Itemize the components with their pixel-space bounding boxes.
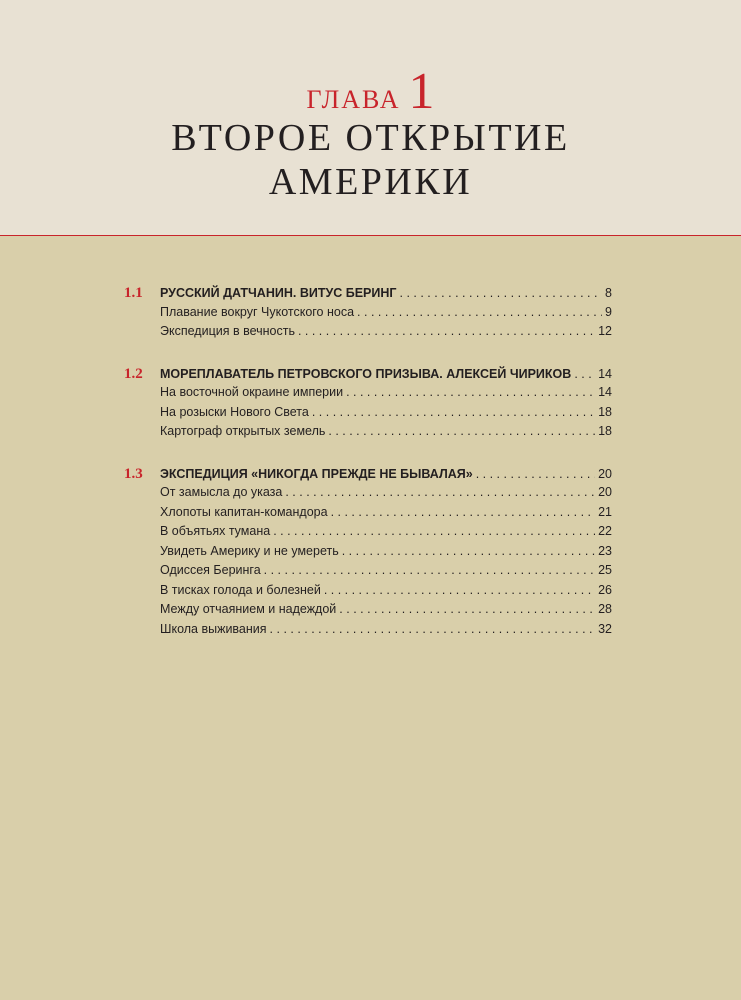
toc-entry[interactable] <box>124 622 612 642</box>
page-number: 12 <box>598 324 612 338</box>
toc-section-heading[interactable] <box>124 285 612 305</box>
dot-leader <box>339 602 595 616</box>
page-number: 9 <box>605 304 612 319</box>
dot-leader <box>331 505 596 519</box>
dot-leader <box>324 583 595 597</box>
chapter-title-line2: АМЕРИКИ <box>268 161 473 203</box>
dot-leader <box>574 367 595 381</box>
dot-leader <box>273 524 595 538</box>
chapter-title <box>0 116 741 204</box>
toc-entry[interactable] <box>124 485 612 505</box>
page-number: 22 <box>598 524 612 538</box>
section-number: 1.2 <box>124 365 143 382</box>
entry-title: Экспедиция в вечность <box>160 324 295 338</box>
toc-entry[interactable] <box>124 405 612 425</box>
page-number: 21 <box>598 504 612 519</box>
toc-entry[interactable] <box>124 324 612 344</box>
entry-title: Школа выживания <box>160 621 267 636</box>
page-number: 25 <box>598 563 612 577</box>
page-number: 18 <box>598 404 612 419</box>
dot-leader <box>357 305 602 319</box>
page-number: 28 <box>598 602 612 616</box>
page-number: 14 <box>598 385 612 399</box>
entry-title: В объятьях тумана <box>160 524 271 538</box>
toc-entry[interactable] <box>124 544 612 564</box>
entry-title: Хлопоты капитан-командора <box>160 504 328 519</box>
dot-leader <box>285 485 595 499</box>
page-number: 18 <box>598 424 612 438</box>
table-of-contents <box>124 285 612 663</box>
dot-leader <box>476 467 595 481</box>
toc-entry[interactable] <box>124 424 612 444</box>
dot-leader <box>346 385 595 399</box>
toc-entry[interactable] <box>124 563 612 583</box>
page-number: 23 <box>598 543 612 558</box>
entry-title: От замысла до указа <box>160 485 283 499</box>
toc-entry[interactable] <box>124 505 612 525</box>
dot-leader <box>400 286 603 300</box>
dot-leader <box>312 405 595 419</box>
entry-title: Плавание вокруг Чукотского носа <box>160 304 355 319</box>
section-number: 1.3 <box>124 465 143 482</box>
dot-leader <box>328 424 595 438</box>
toc-section <box>124 285 612 344</box>
dot-leader <box>298 324 595 338</box>
toc-entry[interactable] <box>124 305 612 325</box>
toc-entry[interactable] <box>124 385 612 405</box>
dot-leader <box>264 563 595 577</box>
section-title: ЭКСПЕДИЦИЯ «НИКОГДА ПРЕЖДЕ НЕ БЫВАЛАЯ» <box>160 466 473 481</box>
entry-title: Увидеть Америку и не умереть <box>160 543 339 558</box>
chapter-word: ГЛАВА <box>306 85 401 114</box>
page-number: 26 <box>598 582 612 597</box>
toc-section <box>124 466 612 642</box>
entry-title: На восточной окраине империи <box>160 385 344 399</box>
entry-title: На розыски Нового Света <box>160 404 309 419</box>
dot-leader <box>270 622 596 636</box>
toc-entry[interactable] <box>124 602 612 622</box>
entry-title: Одиссея Беринга <box>160 563 261 577</box>
chapter-number: 1 <box>408 63 435 120</box>
page-number: 14 <box>598 366 612 381</box>
toc-section-heading[interactable] <box>124 366 612 386</box>
dot-leader <box>342 544 595 558</box>
page-number: 20 <box>598 485 612 499</box>
section-number: 1.1 <box>124 285 143 301</box>
page-number: 20 <box>598 466 612 481</box>
page-number: 8 <box>605 286 612 300</box>
toc-entry[interactable] <box>124 583 612 603</box>
section-title: МОРЕПЛАВАТЕЛЬ ПЕТРОВСКОГО ПРИЗЫВА. АЛЕКСЕЙ ЧИРИКОВ <box>160 366 572 381</box>
entry-title: Между отчаянием и надеждой <box>160 602 337 616</box>
toc-section-heading[interactable] <box>124 466 612 486</box>
chapter-title-line1: ВТОРОЕ ОТКРЫТИЕ <box>171 117 570 159</box>
page-number: 32 <box>598 621 612 636</box>
chapter-header <box>0 0 741 236</box>
entry-title: Картограф открытых земель <box>160 424 326 438</box>
entry-title: В тисках голода и болезней <box>160 582 321 597</box>
toc-section <box>124 366 612 444</box>
section-title: РУССКИЙ ДАТЧАНИН. ВИТУС БЕРИНГ <box>160 286 397 300</box>
toc-entry[interactable] <box>124 524 612 544</box>
